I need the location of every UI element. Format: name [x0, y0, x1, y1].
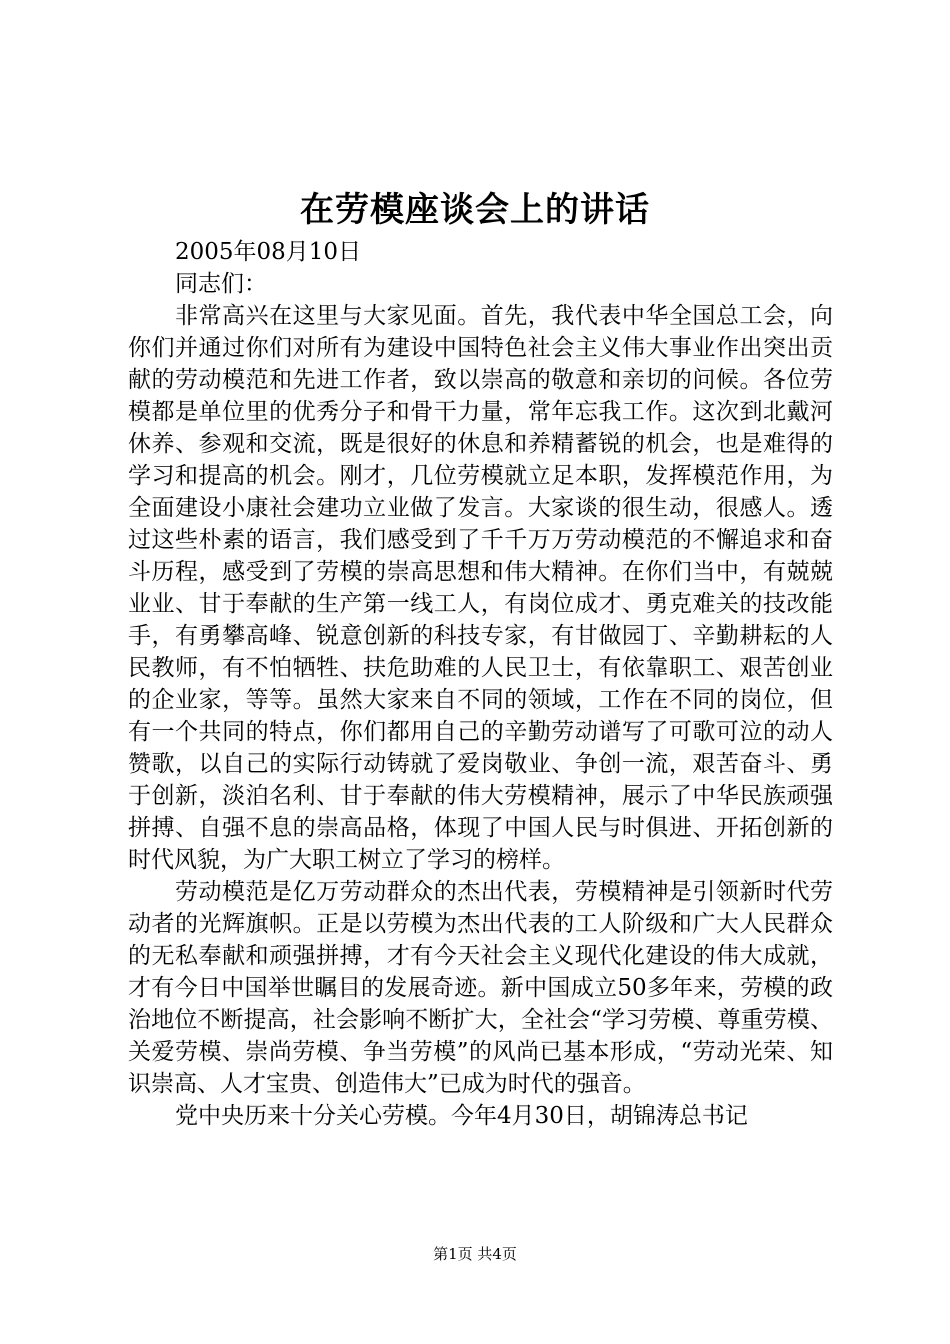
salutation: 同志们： [175, 271, 267, 297]
document-date: 2005年08月10日 [175, 239, 362, 265]
document-body [128, 236, 833, 1132]
paragraph-1: 非常高兴在这里与大家见面。首先，我代表中华全国总工会，向你们并通过你们对所有为建设中国特色社会主义伟大事业作出突出贡献的劳动模范和先进工作者，致以崇高的敬意和亲切的问候。各位劳模都是单位里的优秀分子和骨干力量，常年忘我工作。这次到北戴河休养、参观和交流，既是很好的休息和养精蓄锐的机会，也是难得的学习和提高的机会。刚才，几位劳模就立足本职，发挥模范作用，为全面建设小康社会建功立业做了发言。大家谈的很生动，很感人。透过这些朴素的语言，我们感受到了千千万万劳动模范的不懈追求和奋斗历程，感受到了劳模的崇高思想和伟大精神。在你们当中，有兢兢业业、甘于奉献的生产第一线工人，有岗位成才、勇克难关的技改能手，有勇攀高峰、锐意创新的科技专家，有甘做园丁、辛勤耕耘的人民教师，有不怕牺牲、扶危助难的人民卫士，有依靠职工、艰苦创业的企业家，等等。虽然大家来自不同的领域，工作在不同的岗位，但有一个共同的特点，你们都用自己的辛勤劳动谱写了可歌可泣的动人赞歌，以自己的实际行动铸就了爱岗敬业、争创一流，艰苦奋斗、勇于创新，淡泊名利、甘于奉献的伟大劳模精神，展示了中华民族顽强拼搏、自强不息的崇高品格，体现了中国人民与时俱进、开拓创新的时代风貌，为广大职工树立了学习的榜样。 [128, 303, 833, 873]
page-footer [0, 1243, 950, 1264]
page-number-indicator: 第1页 共4页 [433, 1245, 517, 1263]
document-title: 在劳模座谈会上的讲话 [300, 190, 650, 230]
paragraph-3: 党中央历来十分关心劳模。今年4月30日，胡锦涛总书记 [175, 1103, 748, 1129]
paragraph-2: 劳动模范是亿万劳动群众的杰出代表，劳模精神是引领新时代劳动者的光辉旗帜。正是以劳模为杰出代表的工人阶级和广大人民群众的无私奉献和顽强拼搏，才有今天社会主义现代化建设的伟大成就，才有今日中国举世瞩目的发展奇迹。新中国成立50多年来，劳模的政治地位不断提高，社会影响不断扩大，全社会“学习劳模、尊重劳模、关爱劳模、崇尚劳模、争当劳模”的风尚已基本形成，“劳动光荣、知识崇高、人才宝贵、创造伟大”已成为时代的强音。 [128, 879, 833, 1097]
